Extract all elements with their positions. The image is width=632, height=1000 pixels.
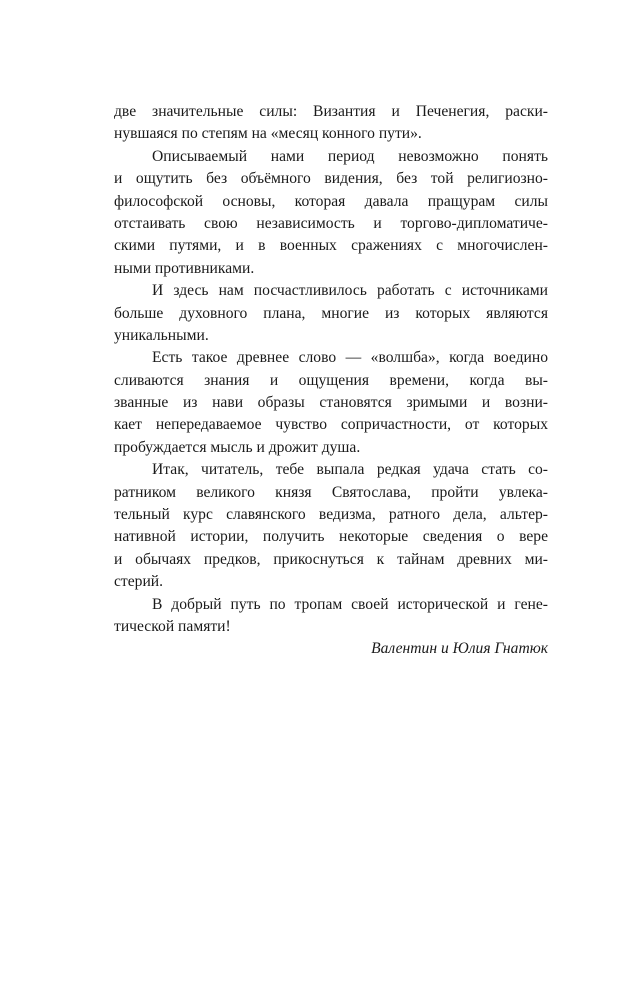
text-line: уникальными. <box>114 326 209 344</box>
text-line: скими путями, и в военных сражениях с многочислен- <box>114 237 548 255</box>
text-line: и обычаях предков, прикоснуться к тайнам древних ми- <box>114 550 548 568</box>
text-line: ными противниками. <box>114 259 255 277</box>
text-line: две значительные силы: Византия и Печенегия, раски- <box>114 103 548 120</box>
text-line: Описываемый нами период невозможно понять <box>152 147 548 165</box>
text-line: нувшаяся по степям на «месяц конного пути». <box>114 125 422 143</box>
author-signature: Валентин и Юлия Гнатюк <box>371 640 548 658</box>
text-line: нативной истории, получить некоторые сведения о вере <box>114 528 548 546</box>
text-line: В добрый путь по тропам своей исторической и гене- <box>152 595 548 613</box>
text-line: И здесь нам посчастливилось работать с источниками <box>152 282 548 300</box>
text-line: званные из нави образы становятся зримыми и возни- <box>114 394 548 412</box>
text-line: тической памяти! <box>114 617 231 635</box>
body-text <box>114 101 548 661</box>
text-line: и ощутить без объёмного видения, без той религиозно- <box>114 170 548 188</box>
text-line: философской основы, которая давала пращурам силы <box>114 192 548 210</box>
text-line: ратником великого князя Святослава, пройти увлека- <box>114 483 548 501</box>
text-line: Итак, читатель, тебе выпала редкая удача стать со- <box>152 461 548 479</box>
text-line: пробуждается мысль и дрожит душа. <box>114 438 361 456</box>
text-line: Есть такое древнее слово — «волшба», когда воедино <box>152 349 548 367</box>
text-line: больше духовного плана, многие из которых являются <box>114 304 548 322</box>
text-line: отстаивать свою независимость и торгово-дипломатиче- <box>114 214 548 232</box>
text-line: сливаются знания и ощущения времени, когда вы- <box>114 371 548 389</box>
text-line: тельный курс славянского ведизма, ратного дела, альтер- <box>114 506 548 524</box>
text-line: кает непередаваемое чувство сопричастности, от которых <box>114 416 548 434</box>
text-line: стерий. <box>114 573 164 591</box>
